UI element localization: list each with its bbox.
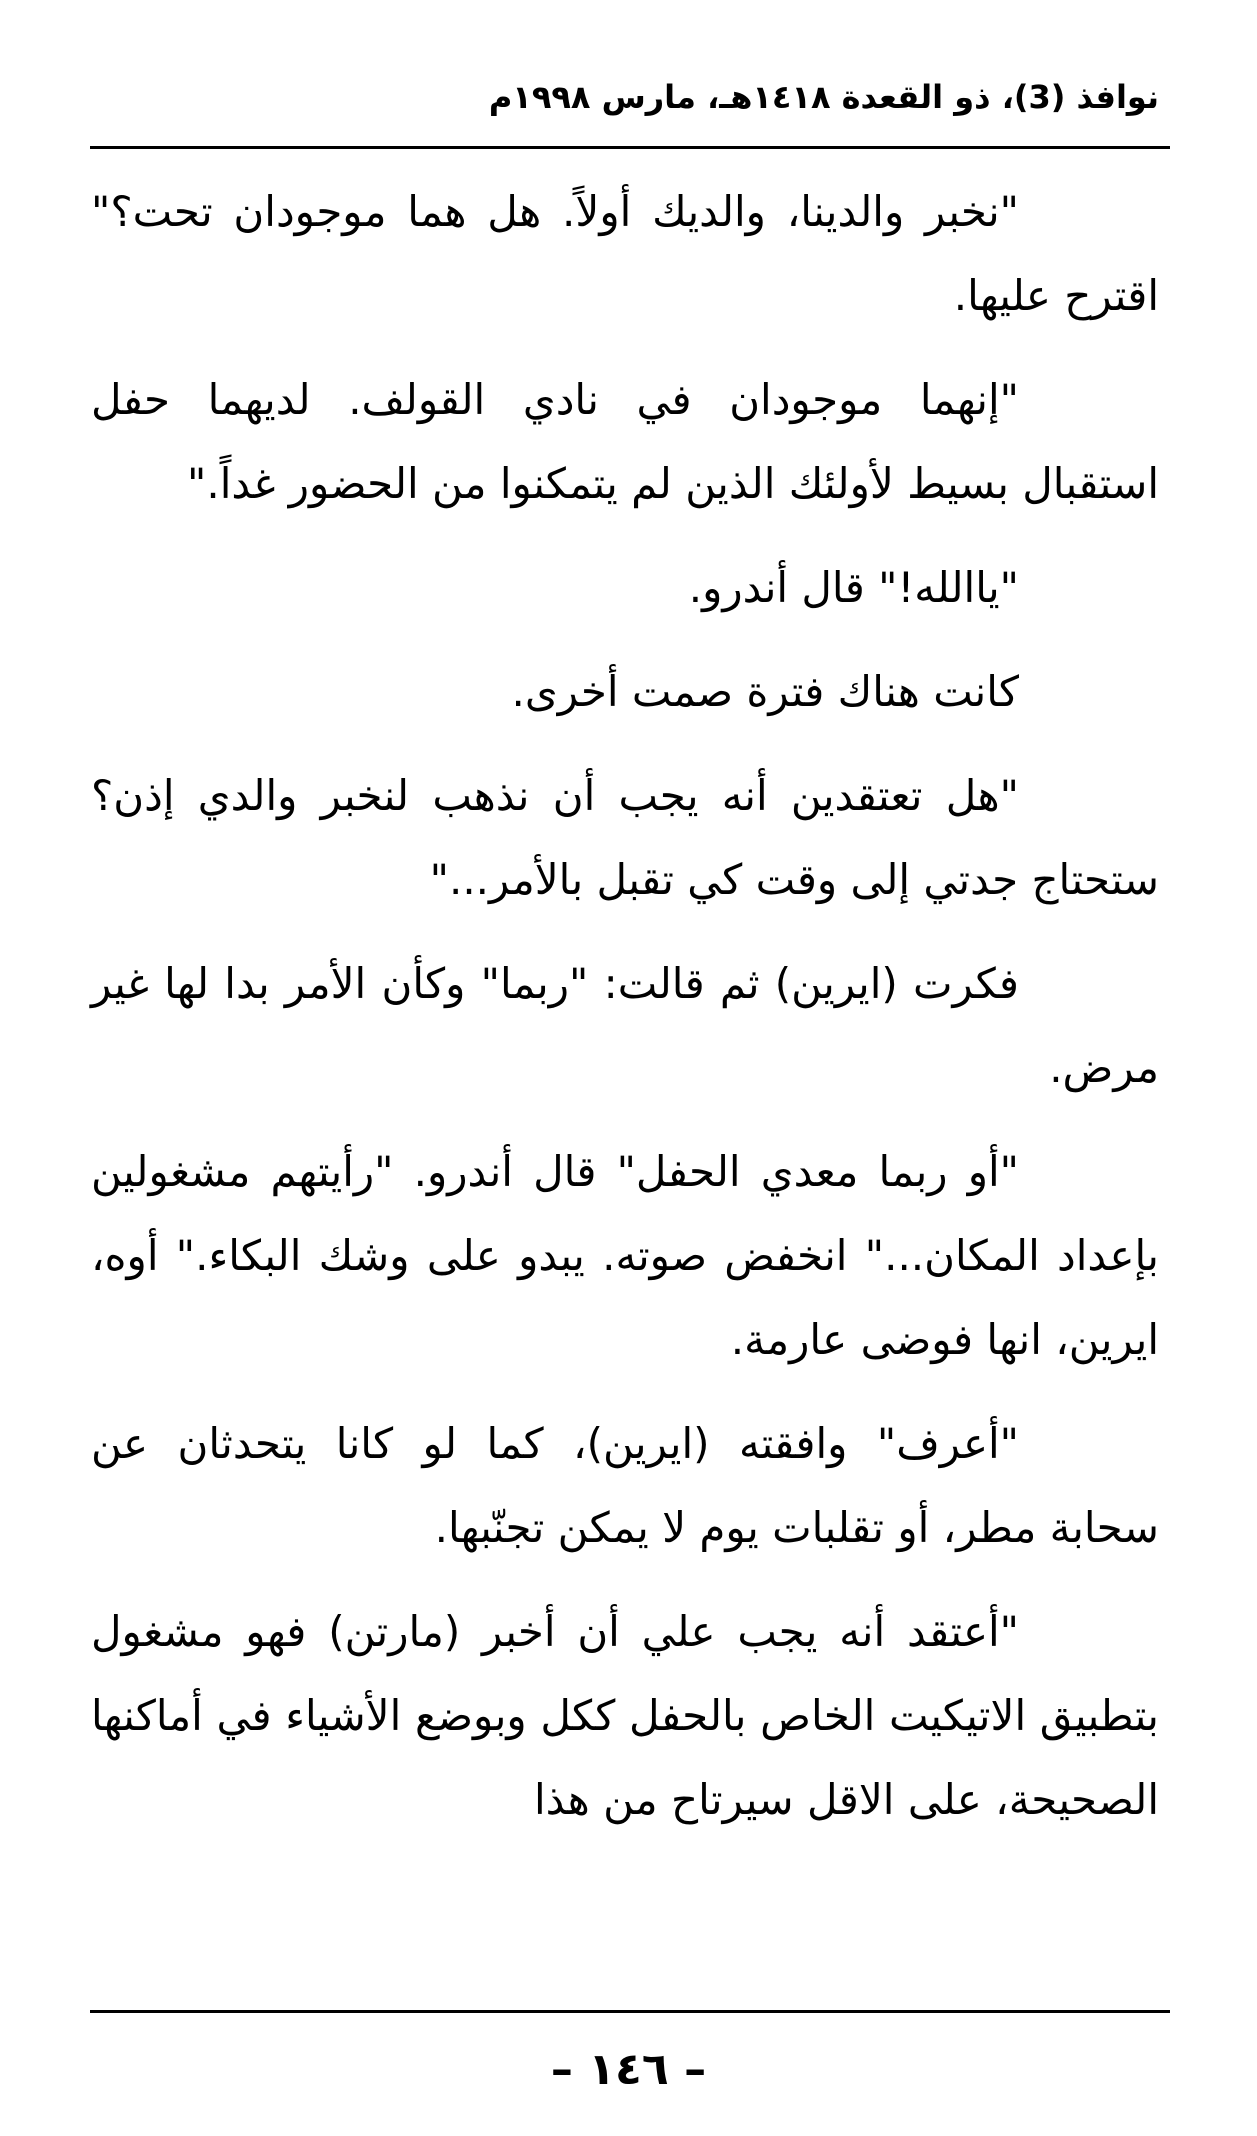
- page-number: – ١٤٦ –: [550, 2044, 707, 2095]
- header-rule: [90, 146, 1170, 149]
- paragraph: "أعتقد أنه يجب علي أن أخبر (مارتن) فهو مشغول بتطبيق الاتيكيت الخاص بالحفل ككل وبوضع الأشياء في أماكنها الصحيحة، على الاقل سيرتاح من هذا: [91, 1607, 1159, 1824]
- paragraph: "أعرف" وافقته (ايرين)، كما لو كانا يتحدثان عن سحابة مطر، أو تقلبات يوم لا يمكن تجنّبها.: [91, 1419, 1159, 1552]
- footer-rule: [90, 2010, 1170, 2013]
- running-header: نوافذ (3)، ذو القعدة ١٤١٨هـ، مارس ١٩٩٨م: [488, 78, 1159, 116]
- paragraph: "أو ربما معدي الحفل" قال أندرو. "رأيتهم مشغولين بإعداد المكان..." انخفض صوته. يبدو على وشك البكاء." أوه، ايرين، انها فوضى عارمة.: [91, 1147, 1159, 1364]
- paragraph: "نخبر والدينا، والديك أولاً. هل هما موجودان تحت؟" اقترح عليها.: [91, 187, 1159, 320]
- paragraph: "إنهما موجودان في نادي القولف. لديهما حفل استقبال بسيط لأولئك الذين لم يتمكنوا من الحضور غداً.": [91, 375, 1159, 508]
- paragraph: "هل تعتقدين أنه يجب أن نذهب لنخبر والدي إذن؟ ستحتاج جدتي إلى وقت كي تقبل بالأمر...": [91, 771, 1159, 904]
- paragraph: كانت هناك فترة صمت أخرى.: [511, 667, 1019, 716]
- paragraph: "ياالله!" قال أندرو.: [688, 563, 1019, 612]
- body-text: [91, 170, 1159, 1862]
- paragraph: فكرت (ايرين) ثم قالت: "ربما" وكأن الأمر بدا لها غير مرض.: [91, 959, 1159, 1092]
